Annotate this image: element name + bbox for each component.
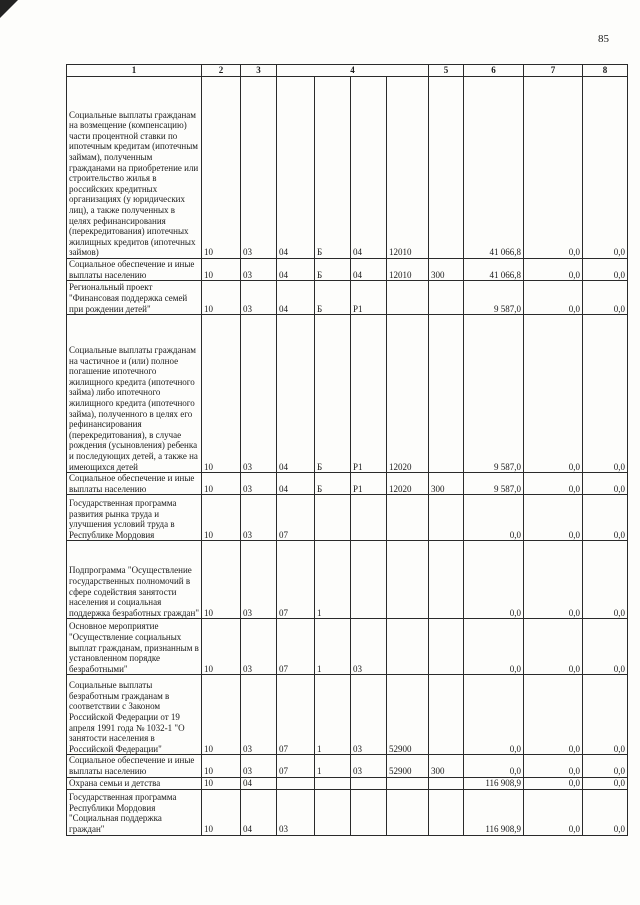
table-row bbox=[67, 755, 628, 777]
subsection-code: 03 bbox=[241, 495, 277, 541]
row-name: Региональный проект "Финансовая поддержка семей при рождении детей" bbox=[67, 281, 202, 315]
target-article-part-4 bbox=[387, 619, 429, 675]
header-cell: 3 bbox=[241, 65, 277, 77]
amount-col-8: 0,0 bbox=[583, 473, 628, 495]
amount-col-8: 0,0 bbox=[583, 789, 628, 835]
target-article-part-1: 04 bbox=[277, 77, 315, 259]
target-article-part-3: P1 bbox=[351, 473, 387, 495]
target-article-part-4: 12020 bbox=[387, 473, 429, 495]
expense-type-code bbox=[429, 281, 464, 315]
amount-col-8: 0,0 bbox=[583, 755, 628, 777]
amount-col-7: 0,0 bbox=[524, 619, 583, 675]
section-code: 10 bbox=[202, 315, 241, 473]
amount-col-7: 0,0 bbox=[524, 755, 583, 777]
section-code: 10 bbox=[202, 259, 241, 281]
amount-col-7: 0,0 bbox=[524, 315, 583, 473]
row-name: Социальные выплаты гражданам на возмещение (компенсацию) части процентной ставки по ипотечным кредитам (ипотечным займам), полученным гражданами на приобретение или строительство жилья в российских кредитных организациях (у юридических лиц), а также полученных в целях рефинансирования (перекредитования) ипотечных жилищных кредитов (ипотечных займов) bbox=[67, 77, 202, 259]
target-article-part-2: Б bbox=[315, 259, 351, 281]
expense-type-code: 300 bbox=[429, 473, 464, 495]
target-article-part-3: 04 bbox=[351, 259, 387, 281]
subsection-code: 03 bbox=[241, 259, 277, 281]
expense-type-code bbox=[429, 495, 464, 541]
amount-col-8: 0,0 bbox=[583, 315, 628, 473]
table-row bbox=[67, 495, 628, 541]
header-cell: 6 bbox=[464, 65, 524, 77]
target-article-part-3: 03 bbox=[351, 675, 387, 755]
table-row bbox=[67, 473, 628, 495]
budget-table bbox=[66, 64, 628, 836]
header-cell: 1 bbox=[67, 65, 202, 77]
amount-col-6: 41 066,8 bbox=[464, 259, 524, 281]
subsection-code: 03 bbox=[241, 77, 277, 259]
section-code: 10 bbox=[202, 77, 241, 259]
target-article-part-4 bbox=[387, 777, 429, 789]
header-cell: 2 bbox=[202, 65, 241, 77]
target-article-part-1: 03 bbox=[277, 789, 315, 835]
section-code: 10 bbox=[202, 541, 241, 619]
amount-col-7: 0,0 bbox=[524, 473, 583, 495]
row-name: Подпрограмма "Осуществление государственных полномочий в сфере содействия занятости населения и социальная поддержка безработных граждан" bbox=[67, 541, 202, 619]
target-article-part-4: 12010 bbox=[387, 77, 429, 259]
amount-col-8: 0,0 bbox=[583, 619, 628, 675]
amount-col-7: 0,0 bbox=[524, 259, 583, 281]
expense-type-code bbox=[429, 619, 464, 675]
target-article-part-1 bbox=[277, 777, 315, 789]
subsection-code: 03 bbox=[241, 281, 277, 315]
target-article-part-2: Б bbox=[315, 281, 351, 315]
expense-type-code bbox=[429, 789, 464, 835]
target-article-part-1: 04 bbox=[277, 281, 315, 315]
target-article-part-3: P1 bbox=[351, 281, 387, 315]
target-article-part-1: 04 bbox=[277, 315, 315, 473]
target-article-part-2: Б bbox=[315, 315, 351, 473]
table-row bbox=[67, 777, 628, 789]
target-article-part-4 bbox=[387, 281, 429, 315]
row-name: Государственная программа Республики Мордовия "Социальная поддержка граждан" bbox=[67, 789, 202, 835]
row-name: Социальные выплаты безработным гражданам в соответствии с Законом Российской Федерации от 19 апреля 1991 года № 1032-1 "О занятости населения в Российской Федерации" bbox=[67, 675, 202, 755]
target-article-part-4 bbox=[387, 789, 429, 835]
section-code: 10 bbox=[202, 619, 241, 675]
amount-col-8: 0,0 bbox=[583, 259, 628, 281]
target-article-part-1: 04 bbox=[277, 473, 315, 495]
section-code: 10 bbox=[202, 675, 241, 755]
page-number: 85 bbox=[598, 33, 609, 45]
subsection-code: 03 bbox=[241, 619, 277, 675]
amount-col-7: 0,0 bbox=[524, 77, 583, 259]
target-article-part-4: 52900 bbox=[387, 675, 429, 755]
subsection-code: 04 bbox=[241, 789, 277, 835]
section-code: 10 bbox=[202, 777, 241, 789]
target-article-part-4 bbox=[387, 541, 429, 619]
table-row bbox=[67, 315, 628, 473]
amount-col-6: 0,0 bbox=[464, 675, 524, 755]
scan-corner-mark bbox=[0, 0, 18, 18]
target-article-part-1: 07 bbox=[277, 541, 315, 619]
target-article-part-3: 03 bbox=[351, 619, 387, 675]
section-code: 10 bbox=[202, 281, 241, 315]
expense-type-code bbox=[429, 315, 464, 473]
expense-type-code bbox=[429, 675, 464, 755]
section-code: 10 bbox=[202, 755, 241, 777]
table-row bbox=[67, 541, 628, 619]
target-article-part-2: 1 bbox=[315, 675, 351, 755]
amount-col-6: 116 908,9 bbox=[464, 777, 524, 789]
table-row bbox=[67, 281, 628, 315]
header-cell: 7 bbox=[524, 65, 583, 77]
target-article-part-1: 07 bbox=[277, 495, 315, 541]
section-code: 10 bbox=[202, 789, 241, 835]
row-name: Основное мероприятие "Осуществление социальных выплат гражданам, признанным в установленном порядке безработными" bbox=[67, 619, 202, 675]
row-name: Социальное обеспечение и иные выплаты населению bbox=[67, 473, 202, 495]
target-article-part-3: 03 bbox=[351, 755, 387, 777]
table-row bbox=[67, 789, 628, 835]
amount-col-6: 9 587,0 bbox=[464, 281, 524, 315]
target-article-part-2: 1 bbox=[315, 541, 351, 619]
amount-col-6: 9 587,0 bbox=[464, 315, 524, 473]
subsection-code: 03 bbox=[241, 473, 277, 495]
row-name: Охрана семьи и детства bbox=[67, 777, 202, 789]
target-article-part-3 bbox=[351, 789, 387, 835]
amount-col-7: 0,0 bbox=[524, 675, 583, 755]
amount-col-8: 0,0 bbox=[583, 495, 628, 541]
target-article-part-2 bbox=[315, 777, 351, 789]
target-article-part-3 bbox=[351, 777, 387, 789]
target-article-part-3: 04 bbox=[351, 77, 387, 259]
amount-col-8: 0,0 bbox=[583, 777, 628, 789]
amount-col-6: 116 908,9 bbox=[464, 789, 524, 835]
subsection-code: 03 bbox=[241, 315, 277, 473]
expense-type-code: 300 bbox=[429, 755, 464, 777]
header-cell: 4 bbox=[277, 65, 429, 77]
target-article-part-1: 07 bbox=[277, 675, 315, 755]
target-article-part-3: P1 bbox=[351, 315, 387, 473]
target-article-part-3 bbox=[351, 541, 387, 619]
target-article-part-2 bbox=[315, 495, 351, 541]
expense-type-code bbox=[429, 541, 464, 619]
target-article-part-4: 52900 bbox=[387, 755, 429, 777]
header-cell: 5 bbox=[429, 65, 464, 77]
subsection-code: 03 bbox=[241, 675, 277, 755]
table-row bbox=[67, 77, 628, 259]
amount-col-6: 0,0 bbox=[464, 495, 524, 541]
expense-type-code bbox=[429, 777, 464, 789]
row-name: Социальное обеспечение и иные выплаты населению bbox=[67, 755, 202, 777]
target-article-part-1: 04 bbox=[277, 259, 315, 281]
target-article-part-4: 12010 bbox=[387, 259, 429, 281]
amount-col-6: 41 066,8 bbox=[464, 77, 524, 259]
target-article-part-4: 12020 bbox=[387, 315, 429, 473]
target-article-part-1: 07 bbox=[277, 755, 315, 777]
section-code: 10 bbox=[202, 473, 241, 495]
table-header-row bbox=[67, 65, 628, 77]
amount-col-8: 0,0 bbox=[583, 675, 628, 755]
amount-col-6: 0,0 bbox=[464, 755, 524, 777]
expense-type-code bbox=[429, 77, 464, 259]
subsection-code: 03 bbox=[241, 541, 277, 619]
table-row bbox=[67, 259, 628, 281]
amount-col-7: 0,0 bbox=[524, 777, 583, 789]
expense-type-code: 300 bbox=[429, 259, 464, 281]
table-row bbox=[67, 619, 628, 675]
subsection-code: 04 bbox=[241, 777, 277, 789]
target-article-part-2: 1 bbox=[315, 619, 351, 675]
amount-col-8: 0,0 bbox=[583, 281, 628, 315]
target-article-part-2: 1 bbox=[315, 755, 351, 777]
amount-col-8: 0,0 bbox=[583, 541, 628, 619]
table-row bbox=[67, 675, 628, 755]
target-article-part-1: 07 bbox=[277, 619, 315, 675]
amount-col-6: 0,0 bbox=[464, 541, 524, 619]
target-article-part-2 bbox=[315, 789, 351, 835]
amount-col-7: 0,0 bbox=[524, 495, 583, 541]
subsection-code: 03 bbox=[241, 755, 277, 777]
row-name: Государственная программа развития рынка труда и улучшения условий труда в Республике Мордовия bbox=[67, 495, 202, 541]
row-name: Социальные выплаты гражданам на частичное и (или) полное погашение ипотечного жилищного кредита (ипотечного займа) либо ипотечного жилищного кредита (ипотечного займа), полученного в целях его рефинансирования (перекредитования), в случае рождения (усыновления) ребенка и последующих детей, а также на имеющихся детей bbox=[67, 315, 202, 473]
target-article-part-4 bbox=[387, 495, 429, 541]
row-name: Социальное обеспечение и иные выплаты населению bbox=[67, 259, 202, 281]
header-cell: 8 bbox=[583, 65, 628, 77]
amount-col-7: 0,0 bbox=[524, 541, 583, 619]
target-article-part-3 bbox=[351, 495, 387, 541]
amount-col-7: 0,0 bbox=[524, 281, 583, 315]
target-article-part-2: Б bbox=[315, 473, 351, 495]
section-code: 10 bbox=[202, 495, 241, 541]
amount-col-6: 9 587,0 bbox=[464, 473, 524, 495]
target-article-part-2: Б bbox=[315, 77, 351, 259]
amount-col-8: 0,0 bbox=[583, 77, 628, 259]
amount-col-6: 0,0 bbox=[464, 619, 524, 675]
amount-col-7: 0,0 bbox=[524, 789, 583, 835]
